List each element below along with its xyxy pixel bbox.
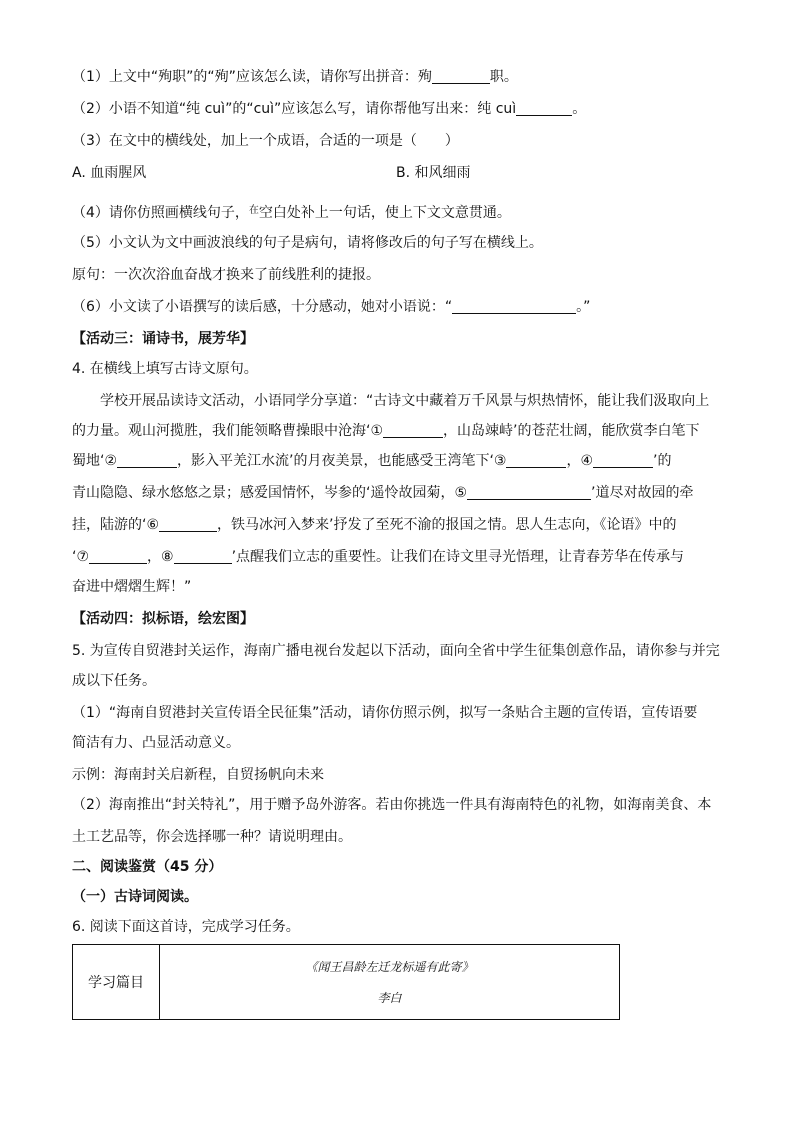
question-1-4: （4）请你仿照画横线句子，$^在$空白处补上一句话，使上下文文意贯通。 bbox=[72, 205, 511, 221]
study-table bbox=[72, 944, 620, 1020]
question-1-5: （5）小文认为文中画波浪线的句子是病句，请将修改后的句子写在横线上。 bbox=[72, 235, 543, 251]
option-a[interactable]: A. 血雨腥风 bbox=[72, 165, 147, 181]
paragraph-line-3: 蜀地‘② ，影入平羌江水流’的月夜美景，也能感受王湾笔下‘③ ，④ ’的 bbox=[72, 453, 672, 469]
paragraph-line-2: 的力量。观山河揽胜，我们能领略曹操眼中沧海‘① ，山岛竦峙’的苍茫壮阔，能欣赏李白笔下 bbox=[72, 423, 700, 439]
question-5-1-cont: 简洁有力、凸显活动意义。 bbox=[72, 735, 240, 751]
paragraph-line-1: 学校开展品读诗文活动，小语同学分享道：“古诗文中藏着万千风景与炽热情怀，能让我们汲取向上 bbox=[100, 393, 710, 409]
table-label-cell: 学习篇目 bbox=[73, 945, 160, 1020]
paragraph-line-7: 奋进中熠熠生辉！” bbox=[72, 579, 192, 595]
table-row bbox=[73, 945, 620, 1020]
question-4-title: 4. 在横线上填写古诗文原句。 bbox=[72, 361, 258, 377]
question-5-title-cont: 成以下任务。 bbox=[72, 673, 156, 689]
blank-5[interactable] bbox=[467, 485, 591, 500]
answer-blank[interactable] bbox=[516, 101, 572, 116]
blank-7[interactable] bbox=[89, 549, 147, 564]
blank-1[interactable] bbox=[383, 423, 443, 438]
paragraph-line-6: ‘⑦ ，⑧ ’点醒我们立志的重要性。让我们在诗文里寻光悟理，让青春芳华在传承与 bbox=[72, 549, 685, 565]
blank-8[interactable] bbox=[174, 549, 232, 564]
blank-6[interactable] bbox=[159, 517, 217, 532]
poem-title: 《闻王昌龄左迁龙标遥有此寄》 bbox=[305, 960, 474, 974]
section-2-1-heading: （一）古诗词阅读。 bbox=[72, 889, 198, 905]
question-1-6: （6）小文读了小语撰写的读后感，十分感动，她对小语说：“ 。” bbox=[72, 299, 591, 315]
original-sentence: 原句：一次次浴血奋战才换来了前线胜利的捷报。 bbox=[72, 267, 380, 283]
answer-blank[interactable] bbox=[452, 299, 576, 314]
activity-4-heading: 【活动四：拟标语，绘宏图】 bbox=[72, 611, 254, 627]
activity-3-heading: 【活动三：诵诗书，展芳华】 bbox=[72, 331, 254, 347]
question-5-2-cont: 土工艺品等，你会选择哪一种？请说明理由。 bbox=[72, 829, 352, 845]
question-5-title: 5. 为宣传自贸港封关运作，海南广播电视台发起以下活动，面向全省中学生征集创意作品，请你参与并完 bbox=[72, 643, 720, 659]
poem-author: 李白 bbox=[377, 991, 402, 1005]
question-1-2: （2）小语不知道“纯 cuì”的“cuì”应该怎么写，请你帮他写出来：纯 cuì 。 bbox=[72, 101, 587, 117]
question-1-3: （3）在文中的横线处，加上一个成语，合适的一项是（ ） bbox=[72, 133, 459, 149]
poem-cell bbox=[160, 945, 620, 1020]
section-2-heading: 二、阅读鉴赏（45 分） bbox=[72, 859, 223, 875]
question-6-title: 6. 阅读下面这首诗，完成学习任务。 bbox=[72, 919, 300, 935]
blank-4[interactable] bbox=[593, 453, 653, 468]
blank-3[interactable] bbox=[506, 453, 566, 468]
answer-blank[interactable] bbox=[432, 69, 490, 84]
blank-2[interactable] bbox=[117, 453, 177, 468]
option-b[interactable]: B. 和风细雨 bbox=[396, 165, 471, 181]
paragraph-line-5: 挂，陆游的‘⑥ ，铁马冰河入梦来’抒发了至死不渝的报国之情。思人生志向，《论语》中的 bbox=[72, 517, 677, 533]
question-5-2: （2）海南推出“封关特礼”，用于赠予岛外游客。若由你挑选一件具有海南特色的礼物，如海南美食、本 bbox=[72, 797, 712, 813]
paragraph-line-4: 青山隐隐、绿水悠悠之景；感爱国情怀，岑参的‘遥怜故园菊，⑤ ’道尽对故园的牵 bbox=[72, 485, 694, 501]
question-5-1: （1）“海南自贸港封关宣传语全民征集”活动，请你仿照示例，拟写一条贴合主题的宣传语，宣传语要 bbox=[72, 705, 698, 721]
slogan-example: 示例：海南封关启新程，自贸扬帆向未来 bbox=[72, 767, 324, 783]
question-1-1: （1）上文中“殉职”的“殉”应该怎么读，请你写出拼音：殉 职。 bbox=[72, 69, 518, 85]
